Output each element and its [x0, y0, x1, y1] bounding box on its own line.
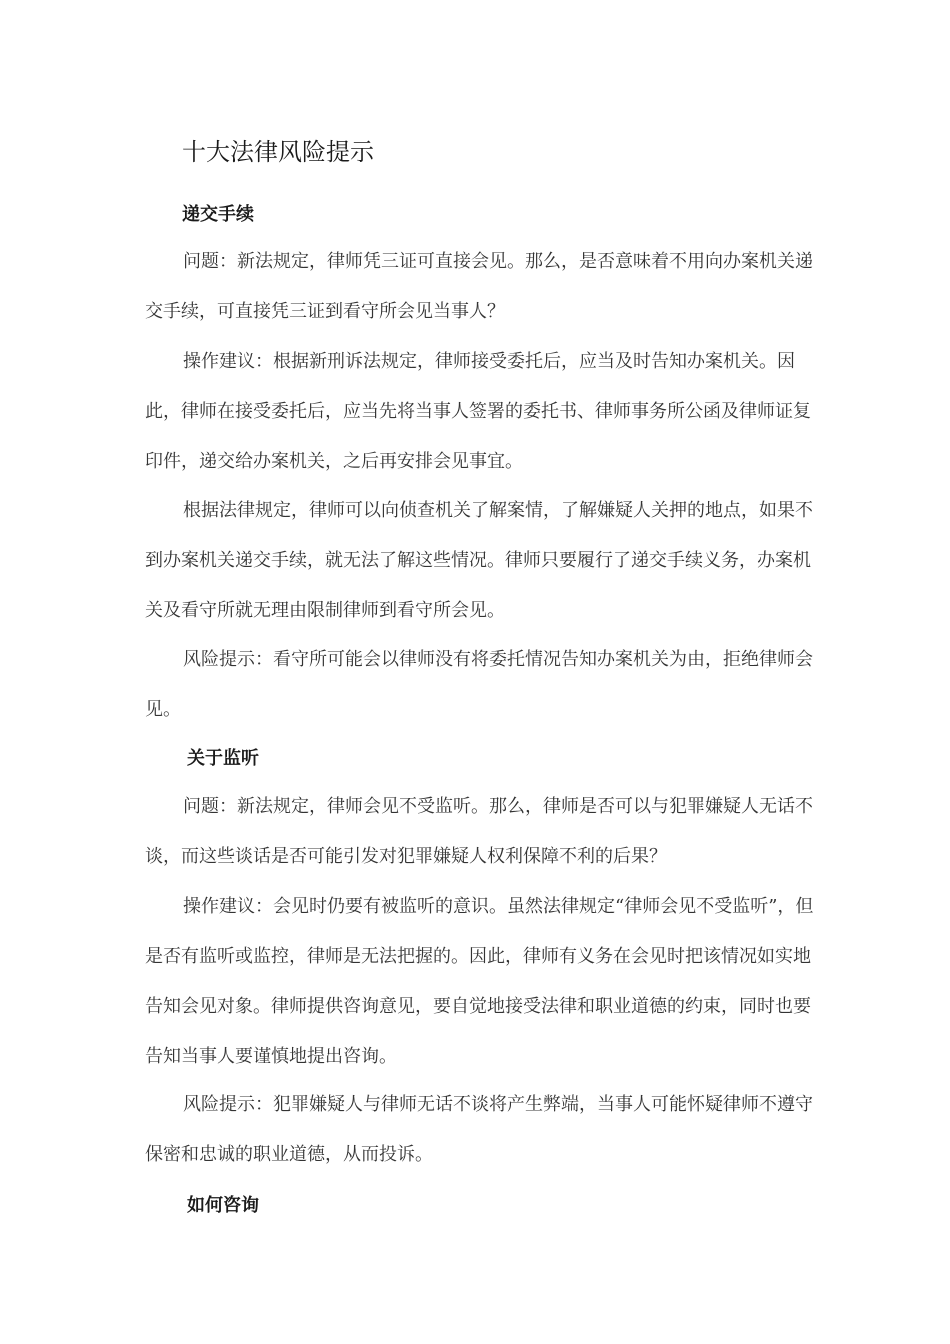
paragraph-question: 问题：新法规定，律师会见不受监听。那么，律师是否可以与犯罪嫌疑人无话不谈，而这些谈话是否可能引发对犯罪嫌疑人权利保障不利的后果？ — [145, 796, 813, 867]
paragraph-question: 问题：新法规定，律师凭三证可直接会见。那么，是否意味着不用向办案机关递交手续，可直接凭三证到看守所会见当事人？ — [145, 251, 813, 322]
section-heading-submit-procedures: 递交手续 — [182, 204, 254, 225]
section-heading-monitoring: 关于监听 — [187, 748, 259, 769]
paragraph-suggestion: 操作建议：根据新刑诉法规定，律师接受委托后，应当及时告知办案机关。因此，律师在接受委托后，应当先将当事人签署的委托书、律师事务所公函及律师证复印件，递交给办案机关，之后再安排会见事宜。 — [145, 351, 811, 472]
paragraph-legal-basis: 根据法律规定，律师可以向侦查机关了解案情，了解嫌疑人关押的地点，如果不到办案机关递交手续，就无法了解这些情况。律师只要履行了递交手续义务，办案机关及看守所就无理由限制律师到看守所会见。 — [145, 500, 813, 621]
section-heading-consultation: 如何咨询 — [187, 1195, 259, 1216]
page-title: 十大法律风险提示 — [182, 138, 374, 166]
paragraph-risk: 风险提示：看守所可能会以律师没有将委托情况告知办案机关为由，拒绝律师会见。 — [145, 649, 813, 720]
paragraph-suggestion: 操作建议：会见时仍要有被监听的意识。虽然法律规定“律师会见不受监听”，但是否有监听或监控，律师是无法把握的。因此，律师有义务在会见时把该情况如实地告知会见对象。律师提供咨询意见，要自觉地接受法律和职业道德的约束，同时也要告知当事人要谨慎地提出咨询。 — [145, 896, 814, 1067]
paragraph-risk: 风险提示：犯罪嫌疑人与律师无话不谈将产生弊端，当事人可能怀疑律师不遵守保密和忠诚的职业道德，从而投诉。 — [145, 1094, 813, 1165]
